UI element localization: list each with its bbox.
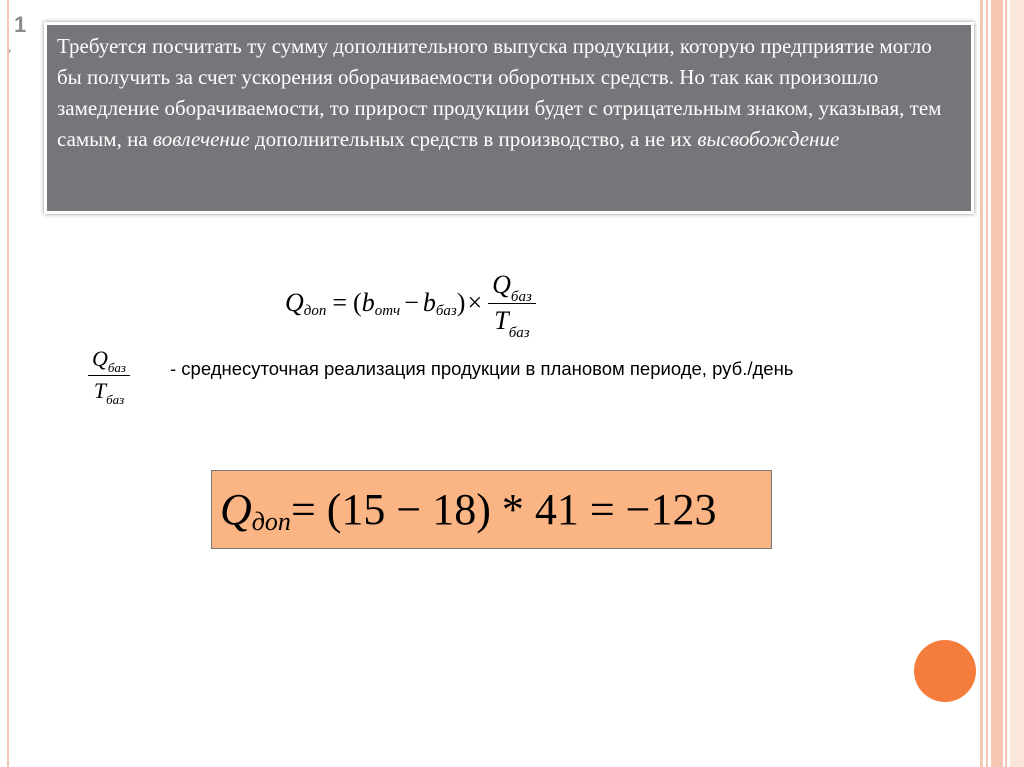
stripe xyxy=(986,0,988,767)
decorative-orange-circle xyxy=(914,640,976,702)
right-decorative-stripes xyxy=(980,0,1024,767)
formula-b2-symbol: b xyxy=(422,288,436,317)
stripe xyxy=(991,0,1003,767)
formula-b1-symbol: b xyxy=(361,288,375,317)
formula-num-symbol: Q xyxy=(492,270,511,299)
formula-open-paren: ( xyxy=(353,288,362,317)
header-text-box xyxy=(44,22,974,214)
formula-fraction xyxy=(488,270,536,341)
result-expression: = (15 − 18) * 41 = −123 xyxy=(290,485,717,534)
stripe xyxy=(1005,0,1007,767)
legend-frac-stack xyxy=(88,346,130,407)
legend-fraction xyxy=(84,346,130,407)
formula-times: × xyxy=(467,288,483,317)
header-text-part1: Требуется посчитать ту сумму дополнительного выпуска продукции, которую предприятие могло бы получить за счет ускорения оборачиваемости оборотных средств. Но так как произошло замедление оборачиваемости, то прирост продукции будет с отрицательным знаком, указывая, тем самым, на xyxy=(57,34,942,151)
header-italic-release: высвобождение xyxy=(697,127,840,151)
formula-denominator xyxy=(490,304,533,341)
legend-den-symbol: T xyxy=(93,378,107,403)
legend-denominator xyxy=(90,376,128,407)
legend-description: - среднесуточная реализация продукции в плановом периоде, руб./день xyxy=(170,358,794,379)
formula-den-subscript: баз xyxy=(508,325,530,341)
legend-den-subscript: баз xyxy=(106,392,125,407)
formula-q-symbol: Q xyxy=(285,288,304,317)
legend-num-symbol: Q xyxy=(92,346,108,371)
slide-number: 1 xyxy=(14,12,27,37)
formula-b2-subscript: баз xyxy=(435,302,457,319)
result-formula-box xyxy=(211,470,772,549)
left-border-line xyxy=(7,0,12,767)
formula-equals: = xyxy=(332,288,348,317)
formula-den-symbol: T xyxy=(494,306,509,335)
formula-minus: − xyxy=(404,288,419,317)
header-italic-involvement: вовлечение xyxy=(152,127,250,151)
stripe xyxy=(1010,0,1024,767)
formula-b1-subscript: отч xyxy=(374,302,401,319)
stripe xyxy=(980,0,983,767)
formula-q-subscript: доп xyxy=(303,302,327,319)
legend-numerator xyxy=(88,346,130,376)
formula-numerator xyxy=(488,270,536,304)
result-q-subscript: доп xyxy=(251,506,291,536)
formula-close-paren: ) xyxy=(456,288,466,317)
header-text-part2: дополнительных средств в производство, а не их xyxy=(249,127,698,151)
slide-mark: , xyxy=(8,40,12,54)
result-q-symbol: Q xyxy=(220,485,252,534)
legend-num-subscript: баз xyxy=(107,360,127,375)
main-formula xyxy=(285,262,536,344)
formula-num-subscript: баз xyxy=(510,289,532,305)
